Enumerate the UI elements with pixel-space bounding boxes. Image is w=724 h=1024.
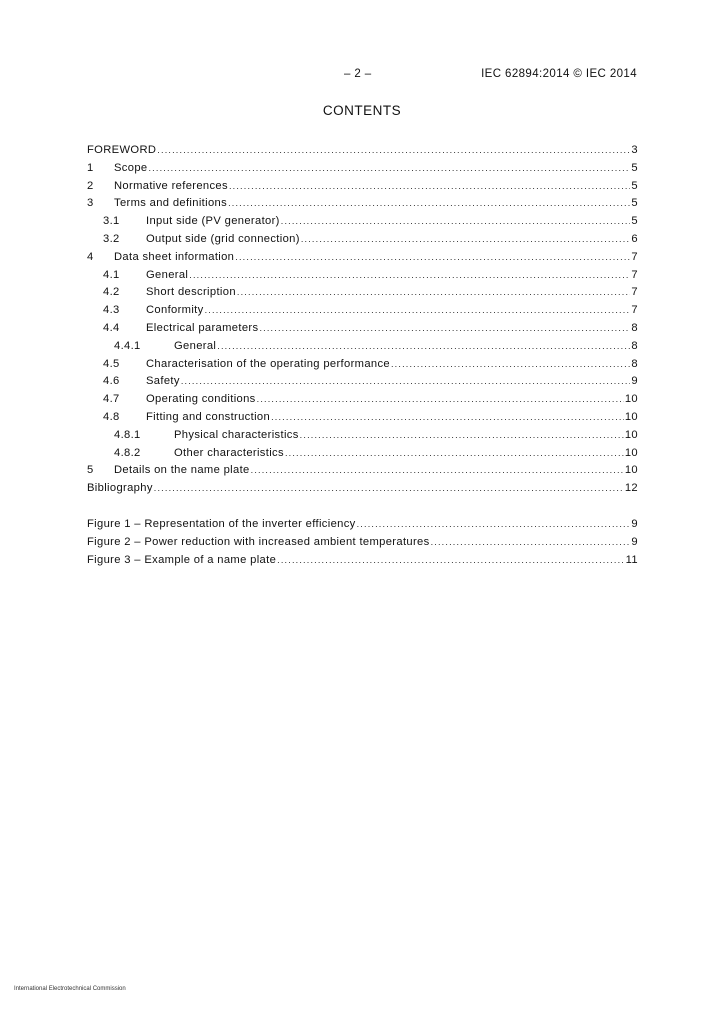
toc-entry-page: 5 <box>631 215 638 228</box>
figure-entry-title: Figure 3 – Example of a name plate <box>87 553 277 566</box>
toc-entry-title: Bibliography <box>87 482 153 495</box>
dot-leader <box>157 145 630 155</box>
dot-leader <box>181 376 631 386</box>
dot-leader <box>217 341 630 351</box>
page-header <box>0 68 724 84</box>
figure-list-entry[interactable] <box>87 554 638 572</box>
toc-entry-number: 3.1 <box>103 215 120 228</box>
toc-entry-page: 9 <box>631 517 638 530</box>
toc-entry-title: Normative references <box>114 179 228 192</box>
toc-entry[interactable] <box>87 464 638 482</box>
toc-entry-title: Data sheet information <box>114 250 235 263</box>
toc-entry-page: 10 <box>624 446 638 459</box>
toc-entry-title: General <box>146 268 189 281</box>
toc-entry-title: Terms and definitions <box>114 197 228 210</box>
toc-entry-title: Fitting and construction <box>146 410 271 423</box>
toc-entry-page: 9 <box>631 375 638 388</box>
toc-entry-page: 10 <box>624 410 638 423</box>
toc-entry-title: General <box>174 339 217 352</box>
toc-entry-page: 9 <box>631 535 638 548</box>
dot-leader <box>357 519 631 529</box>
table-of-contents <box>87 144 638 571</box>
toc-entry[interactable] <box>87 447 638 465</box>
toc-entry[interactable] <box>87 233 638 251</box>
dot-leader <box>235 252 630 262</box>
dot-leader <box>301 234 631 244</box>
toc-entry-page: 8 <box>631 339 638 352</box>
toc-entry-title: Output side (grid connection) <box>146 232 300 245</box>
toc-entry[interactable] <box>87 197 638 215</box>
toc-entry-page: 7 <box>631 250 638 263</box>
toc-entry[interactable] <box>87 269 638 287</box>
toc-entry-number: 4.8.2 <box>114 446 141 459</box>
page-number: – 2 – <box>344 68 372 80</box>
toc-entry-title: Scope <box>114 161 148 174</box>
toc-entry-page: 5 <box>631 197 638 210</box>
toc-entry-title: Safety <box>146 375 180 388</box>
toc-entry-page: 7 <box>631 286 638 299</box>
toc-entry-number: 5 <box>87 464 94 477</box>
toc-entry-number: 4 <box>87 250 94 263</box>
dot-leader <box>237 287 631 297</box>
toc-entry[interactable] <box>87 286 638 304</box>
toc-entry-number: 3 <box>87 197 94 210</box>
toc-entry-page: 10 <box>624 464 638 477</box>
toc-entry-title: FOREWORD <box>87 144 157 156</box>
toc-entry-title: Electrical parameters <box>146 321 259 334</box>
toc-entry-title: Input side (PV generator) <box>146 215 280 228</box>
toc-entry-title: Short description <box>146 286 236 299</box>
dot-leader <box>229 181 630 191</box>
dot-leader <box>300 430 624 440</box>
toc-entry-page: 11 <box>625 553 638 566</box>
dot-leader <box>189 270 630 280</box>
toc-entry-title: Physical characteristics <box>174 428 299 441</box>
dot-leader <box>431 537 631 547</box>
toc-entry-page: 7 <box>631 268 638 281</box>
toc-entry-number: 4.1 <box>103 268 120 281</box>
toc-entry-number: 4.8 <box>103 410 120 423</box>
toc-entry-number: 4.3 <box>103 304 120 317</box>
figure-list-entry[interactable] <box>87 518 638 536</box>
toc-entry-number: 3.2 <box>103 232 120 245</box>
dot-leader <box>251 465 624 475</box>
figure-list-entry[interactable] <box>87 536 638 554</box>
document-id: IEC 62894:2014 © IEC 2014 <box>481 68 637 80</box>
dot-leader <box>154 483 624 493</box>
toc-entry[interactable] <box>87 144 638 162</box>
toc-entry-title: Characterisation of the operating performance <box>146 357 390 370</box>
toc-entry-title: Operating conditions <box>146 393 256 406</box>
toc-entry-title: Other characteristics <box>174 446 284 459</box>
toc-entry-number: 4.6 <box>103 375 120 388</box>
toc-entry[interactable] <box>87 251 638 269</box>
toc-entry-number: 2 <box>87 179 94 192</box>
toc-entry-number: 4.8.1 <box>114 428 141 441</box>
toc-entry-number: 4.5 <box>103 357 120 370</box>
toc-entry-page: 10 <box>624 428 638 441</box>
toc-entry[interactable] <box>87 215 638 233</box>
figure-entry-title: Figure 2 – Power reduction with increased ambient temperatures <box>87 535 430 548</box>
dot-leader <box>148 163 630 173</box>
toc-entry-page: 10 <box>624 393 638 406</box>
toc-entry-page: 5 <box>631 179 638 192</box>
toc-entry[interactable] <box>87 340 638 358</box>
toc-entry-number: 4.2 <box>103 286 120 299</box>
toc-entry[interactable] <box>87 429 638 447</box>
dot-leader <box>281 216 631 226</box>
toc-entry[interactable] <box>87 393 638 411</box>
toc-entry[interactable] <box>87 162 638 180</box>
footer-organization: International Electrotechnical Commission <box>14 986 126 992</box>
dot-leader <box>391 359 630 369</box>
toc-entry-title: Details on the name plate <box>114 464 250 477</box>
page-title: CONTENTS <box>322 103 402 118</box>
toc-entry-page: 8 <box>631 321 638 334</box>
toc-entry-page: 7 <box>631 304 638 317</box>
toc-entry-number: 4.4 <box>103 321 120 334</box>
toc-entry[interactable] <box>87 322 638 340</box>
toc-entry[interactable] <box>87 358 638 376</box>
toc-entry-page: 6 <box>631 232 638 245</box>
dot-leader <box>257 394 624 404</box>
dot-leader <box>285 448 624 458</box>
toc-entry-page: 12 <box>624 482 638 495</box>
toc-entry[interactable] <box>87 482 638 500</box>
toc-entry[interactable] <box>87 304 638 322</box>
toc-entry-page: 8 <box>631 357 638 370</box>
toc-entry[interactable] <box>87 375 638 393</box>
dot-leader <box>259 323 630 333</box>
toc-entry[interactable] <box>87 411 638 429</box>
toc-entry-number: 1 <box>87 161 94 174</box>
dot-leader <box>228 198 630 208</box>
toc-entry-page: 5 <box>631 161 638 174</box>
toc-entry-number: 4.4.1 <box>114 339 141 352</box>
toc-entry-title: Conformity <box>146 304 204 317</box>
toc-entry-number: 4.7 <box>103 393 120 406</box>
dot-leader <box>271 412 624 422</box>
toc-entry-page: 3 <box>631 144 638 156</box>
figure-entry-title: Figure 1 – Representation of the inverter efficiency <box>87 517 356 530</box>
dot-leader <box>277 555 625 565</box>
dot-leader <box>205 305 631 315</box>
toc-entry[interactable] <box>87 180 638 198</box>
